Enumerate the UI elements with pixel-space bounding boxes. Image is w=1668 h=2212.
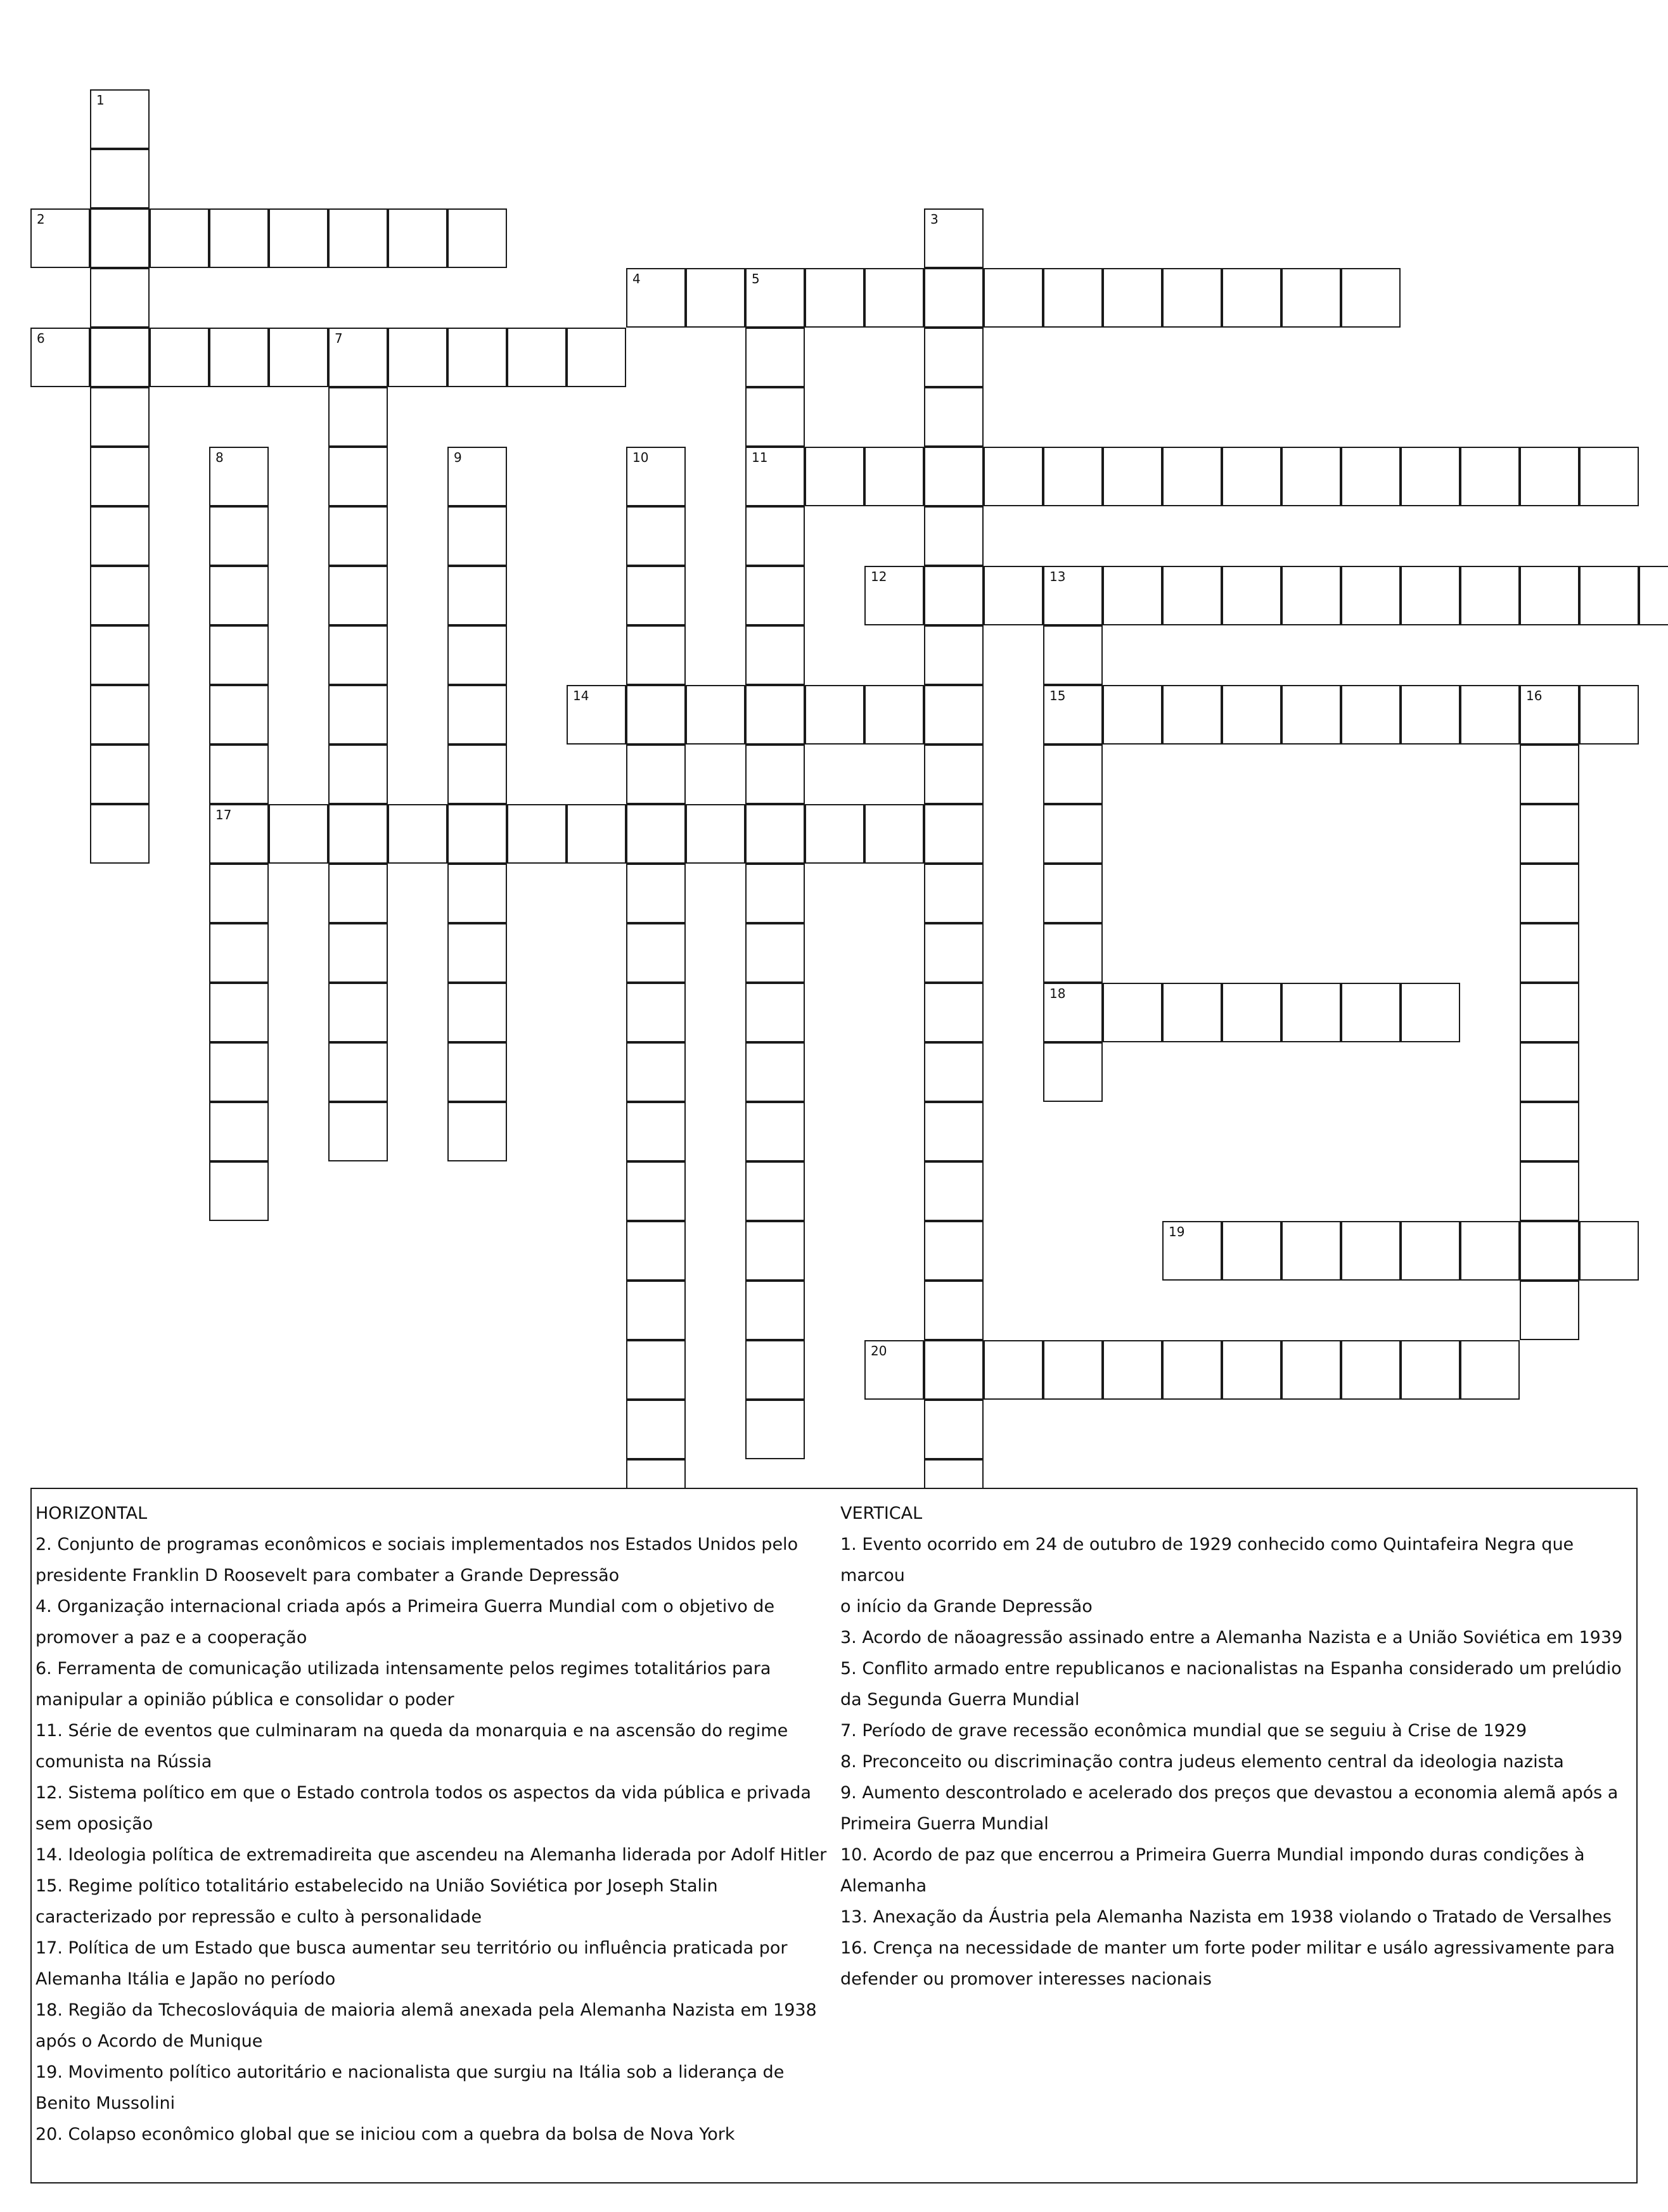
grid-cell[interactable] bbox=[447, 208, 507, 268]
grid-cell[interactable] bbox=[328, 447, 388, 506]
grid-cell[interactable] bbox=[924, 864, 984, 923]
grid-cell[interactable] bbox=[805, 685, 864, 745]
across-clue-line: 14. Ideologia política de extremadireita que ascendeu na Alemanha liderada por Adolf Hitler bbox=[35, 1845, 827, 1865]
across-clue-list bbox=[35, 1529, 840, 2150]
grid-cell[interactable] bbox=[626, 447, 686, 506]
grid-cell[interactable] bbox=[984, 268, 1043, 328]
grid-cell[interactable] bbox=[1043, 745, 1103, 804]
grid-cell[interactable] bbox=[1281, 983, 1341, 1042]
grid-cell[interactable] bbox=[90, 89, 150, 149]
grid-cell[interactable] bbox=[90, 625, 150, 685]
down-clues bbox=[840, 1498, 1633, 1995]
grid-cell[interactable] bbox=[1520, 566, 1579, 625]
grid-cell[interactable] bbox=[507, 328, 567, 387]
grid-cell[interactable] bbox=[1341, 685, 1401, 745]
grid-cell[interactable] bbox=[745, 328, 805, 387]
grid-cell[interactable] bbox=[1460, 566, 1520, 625]
grid-cell[interactable] bbox=[447, 1102, 507, 1161]
grid-cell[interactable] bbox=[1043, 566, 1103, 625]
grid-cell[interactable] bbox=[1520, 1042, 1579, 1102]
clue-number: 16 bbox=[1526, 688, 1543, 703]
across-clue-line: 17. Política de um Estado que busca aumentar seu território ou influência praticada por bbox=[35, 1938, 788, 1958]
clue-number: 15 bbox=[1049, 688, 1066, 703]
grid-cell[interactable] bbox=[1520, 447, 1579, 506]
grid-cell[interactable] bbox=[745, 625, 805, 685]
grid-cell[interactable] bbox=[626, 1221, 686, 1281]
grid-cell[interactable] bbox=[567, 685, 626, 745]
grid-cell[interactable] bbox=[1043, 1340, 1103, 1400]
grid-cell[interactable] bbox=[626, 804, 686, 864]
grid-cell[interactable] bbox=[1103, 1340, 1162, 1400]
grid-cell[interactable] bbox=[447, 625, 507, 685]
grid-cell[interactable] bbox=[745, 745, 805, 804]
clue-number: 8 bbox=[215, 450, 224, 465]
grid-cell[interactable] bbox=[209, 625, 269, 685]
grid-cell[interactable] bbox=[328, 566, 388, 625]
grid-cell[interactable] bbox=[209, 1102, 269, 1161]
grid-cell[interactable] bbox=[924, 745, 984, 804]
grid-cell[interactable] bbox=[1222, 983, 1281, 1042]
clue-number: 19 bbox=[1169, 1224, 1185, 1239]
grid-cell[interactable] bbox=[924, 328, 984, 387]
across-clue-line: 18. Região da Tchecoslováquia de maioria alemã anexada pela Alemanha Nazista em 1938 bbox=[35, 2000, 817, 2020]
across-clue-line: caracterizado por repressão e culto à personalidade bbox=[35, 1907, 482, 1927]
grid-cell[interactable] bbox=[805, 804, 864, 864]
grid-cell[interactable] bbox=[864, 1340, 924, 1400]
grid-cell[interactable] bbox=[30, 328, 90, 387]
grid-cell[interactable] bbox=[90, 328, 150, 387]
grid-cell[interactable] bbox=[864, 804, 924, 864]
grid-cell[interactable] bbox=[626, 983, 686, 1042]
grid-cell[interactable] bbox=[388, 804, 447, 864]
across-clue-line: presidente Franklin D Roosevelt para combater a Grande Depressão bbox=[35, 1566, 620, 1585]
down-clue-line: da Segunda Guerra Mundial bbox=[840, 1690, 1080, 1710]
grid-cell[interactable] bbox=[1341, 1340, 1401, 1400]
clue-number: 7 bbox=[335, 331, 343, 346]
down-clue-line: 13. Anexação da Áustria pela Alemanha Nazista em 1938 violando o Tratado de Versalhes bbox=[840, 1907, 1612, 1927]
grid-cell[interactable] bbox=[1281, 566, 1341, 625]
grid-cell[interactable] bbox=[328, 506, 388, 566]
grid-cell[interactable] bbox=[745, 506, 805, 566]
down-clue-line: 5. Conflito armado entre republicanos e nacionalistas na Espanha considerado um prelúdio bbox=[840, 1659, 1622, 1678]
grid-cell[interactable] bbox=[1579, 1221, 1639, 1281]
grid-cell[interactable] bbox=[328, 864, 388, 923]
grid-cell[interactable] bbox=[924, 804, 984, 864]
clue-number: 2 bbox=[37, 212, 45, 227]
grid-cell[interactable] bbox=[686, 268, 745, 328]
grid-cell[interactable] bbox=[1222, 1221, 1281, 1281]
grid-cell[interactable] bbox=[1341, 1221, 1401, 1281]
grid-cell[interactable] bbox=[1341, 983, 1401, 1042]
down-clue-line: 3. Acordo de nãoagressão assinado entre a Alemanha Nazista e a União Soviética em 1939 bbox=[840, 1628, 1623, 1647]
grid-cell[interactable] bbox=[924, 685, 984, 745]
grid-cell[interactable] bbox=[269, 208, 328, 268]
down-clue-line: 16. Crença na necessidade de manter um forte poder militar e usálo agressivamente para bbox=[840, 1938, 1615, 1958]
across-heading: HORIZONTAL bbox=[35, 1504, 148, 1523]
grid-cell[interactable] bbox=[209, 208, 269, 268]
grid-cell[interactable] bbox=[209, 983, 269, 1042]
grid-cell[interactable] bbox=[1460, 1221, 1520, 1281]
grid-cell[interactable] bbox=[209, 923, 269, 983]
down-clue-line: 10. Acordo de paz que encerrou a Primeira Guerra Mundial impondo duras condições à bbox=[840, 1845, 1585, 1865]
down-clue-line: defender ou promover interesses nacionais bbox=[840, 1969, 1212, 1989]
across-clue-line: 20. Colapso econômico global que se iniciou com a quebra da bolsa de Nova York bbox=[35, 2125, 735, 2144]
grid-cell[interactable] bbox=[1043, 1042, 1103, 1102]
grid-cell[interactable] bbox=[328, 685, 388, 745]
grid-cell[interactable] bbox=[209, 566, 269, 625]
grid-cell[interactable] bbox=[1162, 268, 1222, 328]
grid-cell[interactable] bbox=[1579, 447, 1639, 506]
down-clue-line: Primeira Guerra Mundial bbox=[840, 1814, 1049, 1834]
grid-cell[interactable] bbox=[626, 1161, 686, 1221]
grid-cell[interactable] bbox=[1043, 983, 1103, 1042]
grid-cell[interactable] bbox=[745, 1400, 805, 1459]
grid-cell[interactable] bbox=[745, 983, 805, 1042]
grid-cell[interactable] bbox=[1162, 566, 1222, 625]
grid-cell[interactable] bbox=[1103, 566, 1162, 625]
grid-cell[interactable] bbox=[209, 745, 269, 804]
grid-cell[interactable] bbox=[90, 149, 150, 208]
grid-cell[interactable] bbox=[328, 387, 388, 447]
grid-cell[interactable] bbox=[1043, 923, 1103, 983]
grid-cell[interactable] bbox=[90, 506, 150, 566]
grid-cell[interactable] bbox=[1460, 447, 1520, 506]
down-clue-line: 1. Evento ocorrido em 24 de outubro de 1929 conhecido como Quintafeira Negra que marcou bbox=[840, 1535, 1574, 1585]
grid-cell[interactable] bbox=[1520, 923, 1579, 983]
grid-cell[interactable] bbox=[1043, 625, 1103, 685]
grid-cell[interactable] bbox=[1520, 745, 1579, 804]
grid-cell[interactable] bbox=[864, 566, 924, 625]
grid-cell[interactable] bbox=[150, 208, 209, 268]
grid-cell[interactable] bbox=[1520, 804, 1579, 864]
grid-cell[interactable] bbox=[924, 208, 984, 268]
grid-cell[interactable] bbox=[90, 447, 150, 506]
grid-cell[interactable] bbox=[1162, 983, 1222, 1042]
grid-cell[interactable] bbox=[30, 208, 90, 268]
grid-cell[interactable] bbox=[924, 1221, 984, 1281]
clue-number: 13 bbox=[1049, 569, 1066, 584]
clue-number: 18 bbox=[1049, 986, 1066, 1001]
grid-cell[interactable] bbox=[745, 566, 805, 625]
grid-cell[interactable] bbox=[328, 625, 388, 685]
grid-cell[interactable] bbox=[90, 268, 150, 328]
grid-cell[interactable] bbox=[745, 685, 805, 745]
grid-cell[interactable] bbox=[745, 923, 805, 983]
grid-cell[interactable] bbox=[924, 447, 984, 506]
grid-cell[interactable] bbox=[805, 268, 864, 328]
grid-cell[interactable] bbox=[1460, 1340, 1520, 1400]
grid-cell[interactable] bbox=[209, 1042, 269, 1102]
grid-cell[interactable] bbox=[924, 566, 984, 625]
grid-cell[interactable] bbox=[1520, 864, 1579, 923]
grid-cell[interactable] bbox=[209, 506, 269, 566]
grid-cell[interactable] bbox=[626, 268, 686, 328]
down-clue-line: o início da Grande Depressão bbox=[840, 1597, 1093, 1616]
grid-cell[interactable] bbox=[686, 804, 745, 864]
grid-cell[interactable] bbox=[328, 983, 388, 1042]
grid-cell[interactable] bbox=[1520, 1221, 1579, 1281]
grid-cell[interactable] bbox=[1460, 685, 1520, 745]
grid-cell[interactable] bbox=[924, 1042, 984, 1102]
grid-cell[interactable] bbox=[567, 804, 626, 864]
grid-cell[interactable] bbox=[984, 447, 1043, 506]
grid-cell[interactable] bbox=[1401, 1340, 1460, 1400]
grid-cell[interactable] bbox=[209, 447, 269, 506]
clue-box bbox=[30, 1488, 1638, 2183]
grid-cell[interactable] bbox=[447, 864, 507, 923]
across-clue-line: 4. Organização internacional criada após a Primeira Guerra Mundial com o objetivo de bbox=[35, 1597, 775, 1616]
grid-cell[interactable] bbox=[209, 1161, 269, 1221]
grid-cell[interactable] bbox=[90, 745, 150, 804]
grid-cell[interactable] bbox=[864, 685, 924, 745]
grid-cell[interactable] bbox=[1520, 1281, 1579, 1340]
grid-cell[interactable] bbox=[745, 1281, 805, 1340]
grid-cell[interactable] bbox=[1281, 447, 1341, 506]
grid-cell[interactable] bbox=[447, 566, 507, 625]
grid-cell[interactable] bbox=[924, 1340, 984, 1400]
grid-cell[interactable] bbox=[1401, 1221, 1460, 1281]
grid-cell[interactable] bbox=[328, 208, 388, 268]
down-clue-line: Alemanha bbox=[840, 1876, 927, 1896]
clue-number: 1 bbox=[96, 93, 105, 108]
grid-cell[interactable] bbox=[745, 387, 805, 447]
across-clue-line: após o Acordo de Munique bbox=[35, 2031, 263, 2051]
grid-cell[interactable] bbox=[90, 208, 150, 268]
grid-cell[interactable] bbox=[209, 685, 269, 745]
grid-cell[interactable] bbox=[150, 328, 209, 387]
grid-cell[interactable] bbox=[1341, 566, 1401, 625]
grid-cell[interactable] bbox=[745, 1340, 805, 1400]
clue-number: 20 bbox=[871, 1343, 887, 1359]
grid-cell[interactable] bbox=[447, 745, 507, 804]
grid-cell[interactable] bbox=[626, 864, 686, 923]
grid-cell[interactable] bbox=[1103, 685, 1162, 745]
across-clue-line: sem oposição bbox=[35, 1814, 153, 1834]
clue-number: 4 bbox=[632, 271, 641, 286]
grid-cell[interactable] bbox=[1401, 983, 1460, 1042]
grid-cell[interactable] bbox=[1341, 447, 1401, 506]
grid-cell[interactable] bbox=[209, 864, 269, 923]
grid-cell[interactable] bbox=[626, 1042, 686, 1102]
across-clue-line: promover a paz e a cooperação bbox=[35, 1628, 307, 1647]
grid-cell[interactable] bbox=[805, 447, 864, 506]
grid-cell[interactable] bbox=[447, 328, 507, 387]
grid-cell[interactable] bbox=[745, 1221, 805, 1281]
grid-cell[interactable] bbox=[1579, 566, 1639, 625]
down-clue-line: 9. Aumento descontrolado e acelerado dos preços que devastou a economia alemã após a bbox=[840, 1783, 1619, 1803]
clue-number: 14 bbox=[573, 688, 589, 703]
grid-cell[interactable] bbox=[328, 804, 388, 864]
grid-cell[interactable] bbox=[1579, 685, 1639, 745]
grid-cell[interactable] bbox=[1520, 1102, 1579, 1161]
across-clue-line: 15. Regime político totalitário estabelecido na União Soviética por Joseph Stalin bbox=[35, 1876, 718, 1896]
grid-cell[interactable] bbox=[1281, 685, 1341, 745]
grid-cell[interactable] bbox=[984, 566, 1043, 625]
grid-cell[interactable] bbox=[626, 1281, 686, 1340]
across-clue-line: manipular a opinião pública e consolidar o poder bbox=[35, 1690, 454, 1710]
grid-cell[interactable] bbox=[745, 1102, 805, 1161]
grid-cell[interactable] bbox=[328, 1102, 388, 1161]
grid-cell[interactable] bbox=[1281, 268, 1341, 328]
grid-cell[interactable] bbox=[1043, 685, 1103, 745]
grid-cell[interactable] bbox=[1639, 566, 1668, 625]
clue-number: 12 bbox=[871, 569, 887, 584]
grid-cell[interactable] bbox=[388, 328, 447, 387]
grid-cell[interactable] bbox=[1043, 864, 1103, 923]
grid-cell[interactable] bbox=[328, 923, 388, 983]
grid-cell[interactable] bbox=[745, 864, 805, 923]
grid-cell[interactable] bbox=[745, 1042, 805, 1102]
grid-cell[interactable] bbox=[567, 328, 626, 387]
grid-cell[interactable] bbox=[1043, 268, 1103, 328]
grid-cell[interactable] bbox=[924, 983, 984, 1042]
grid-cell[interactable] bbox=[1401, 447, 1460, 506]
grid-cell[interactable] bbox=[447, 506, 507, 566]
down-clue-line: 8. Preconceito ou discriminação contra judeus elemento central da ideologia nazista bbox=[840, 1752, 1564, 1772]
grid-cell[interactable] bbox=[1103, 268, 1162, 328]
grid-cell[interactable] bbox=[745, 804, 805, 864]
grid-cell[interactable] bbox=[924, 1400, 984, 1459]
grid-cell[interactable] bbox=[1043, 447, 1103, 506]
grid-cell[interactable] bbox=[447, 685, 507, 745]
clue-number: 5 bbox=[752, 271, 760, 286]
clue-number: 6 bbox=[37, 331, 45, 346]
clue-number: 3 bbox=[930, 212, 939, 227]
grid-cell[interactable] bbox=[328, 328, 388, 387]
grid-cell[interactable] bbox=[626, 1400, 686, 1459]
grid-cell[interactable] bbox=[209, 804, 269, 864]
grid-cell[interactable] bbox=[924, 506, 984, 566]
grid-cell[interactable] bbox=[864, 268, 924, 328]
grid-cell[interactable] bbox=[626, 1102, 686, 1161]
across-clue-line: 12. Sistema político em que o Estado controla todos os aspectos da vida pública e privada bbox=[35, 1783, 811, 1803]
grid-cell[interactable] bbox=[1103, 447, 1162, 506]
grid-cell[interactable] bbox=[447, 1042, 507, 1102]
across-clue-line: 19. Movimento político autoritário e nacionalista que surgiu na Itália sob a liderança de bbox=[35, 2062, 785, 2082]
across-clue-line: Alemanha Itália e Japão no período bbox=[35, 1969, 336, 1989]
across-clue-line: 2. Conjunto de programas econômicos e sociais implementados nos Estados Unidos pelo bbox=[35, 1535, 799, 1554]
grid-cell[interactable] bbox=[269, 804, 328, 864]
grid-cell[interactable] bbox=[1222, 1340, 1281, 1400]
grid-cell[interactable] bbox=[924, 1281, 984, 1340]
grid-cell[interactable] bbox=[626, 923, 686, 983]
across-clues bbox=[35, 1498, 840, 2150]
grid-cell[interactable] bbox=[626, 1340, 686, 1400]
grid-cell[interactable] bbox=[924, 1161, 984, 1221]
grid-cell[interactable] bbox=[745, 1161, 805, 1221]
grid-cell[interactable] bbox=[1520, 983, 1579, 1042]
grid-cell[interactable] bbox=[1520, 1161, 1579, 1221]
grid-cell[interactable] bbox=[626, 625, 686, 685]
grid-cell[interactable] bbox=[1103, 983, 1162, 1042]
grid-cell[interactable] bbox=[924, 387, 984, 447]
down-clue-line: 7. Período de grave recessão econômica mundial que se seguiu à Crise de 1929 bbox=[840, 1721, 1527, 1741]
grid-cell[interactable] bbox=[924, 1102, 984, 1161]
grid-cell[interactable] bbox=[1401, 566, 1460, 625]
grid-cell[interactable] bbox=[626, 566, 686, 625]
grid-cell[interactable] bbox=[1281, 1221, 1341, 1281]
grid-cell[interactable] bbox=[924, 625, 984, 685]
across-clue-line: comunista na Rússia bbox=[35, 1752, 212, 1772]
grid-cell[interactable] bbox=[209, 328, 269, 387]
down-heading: VERTICAL bbox=[840, 1504, 923, 1523]
grid-cell[interactable] bbox=[686, 685, 745, 745]
grid-cell[interactable] bbox=[1222, 447, 1281, 506]
down-clue-list bbox=[840, 1529, 1633, 1995]
grid-cell[interactable] bbox=[328, 745, 388, 804]
grid-cell[interactable] bbox=[1162, 447, 1222, 506]
grid-cell[interactable] bbox=[626, 685, 686, 745]
across-clue-line: 11. Série de eventos que culminaram na queda da monarquia e na ascensão do regime bbox=[35, 1721, 788, 1741]
grid-cell[interactable] bbox=[388, 208, 447, 268]
grid-cell[interactable] bbox=[447, 983, 507, 1042]
grid-cell[interactable] bbox=[864, 447, 924, 506]
grid-cell[interactable] bbox=[1043, 804, 1103, 864]
grid-cell[interactable] bbox=[269, 328, 328, 387]
grid-cell[interactable] bbox=[626, 745, 686, 804]
across-clue-line: 6. Ferramenta de comunicação utilizada intensamente pelos regimes totalitários para bbox=[35, 1659, 771, 1678]
grid-cell[interactable] bbox=[745, 268, 805, 328]
grid-cell[interactable] bbox=[1162, 1221, 1222, 1281]
grid-cell[interactable] bbox=[90, 685, 150, 745]
grid-cell[interactable] bbox=[1222, 268, 1281, 328]
grid-cell[interactable] bbox=[1222, 685, 1281, 745]
grid-cell[interactable] bbox=[626, 506, 686, 566]
grid-cell[interactable] bbox=[90, 804, 150, 864]
grid-cell[interactable] bbox=[924, 923, 984, 983]
grid-cell[interactable] bbox=[1162, 1340, 1222, 1400]
clue-number: 9 bbox=[454, 450, 462, 465]
grid-cell[interactable] bbox=[447, 447, 507, 506]
grid-cell[interactable] bbox=[507, 804, 567, 864]
grid-cell[interactable] bbox=[745, 447, 805, 506]
grid-cell[interactable] bbox=[90, 566, 150, 625]
grid-cell[interactable] bbox=[1401, 685, 1460, 745]
clue-number: 10 bbox=[632, 450, 649, 465]
grid-cell[interactable] bbox=[328, 1042, 388, 1102]
clue-number: 17 bbox=[215, 807, 232, 822]
grid-cell[interactable] bbox=[1341, 268, 1401, 328]
across-clue-line: Benito Mussolini bbox=[35, 2094, 176, 2113]
grid-cell[interactable] bbox=[1281, 1340, 1341, 1400]
grid-cell[interactable] bbox=[447, 804, 507, 864]
grid-cell[interactable] bbox=[90, 387, 150, 447]
grid-cell[interactable] bbox=[984, 1340, 1043, 1400]
grid-cell[interactable] bbox=[1162, 685, 1222, 745]
clue-number: 11 bbox=[752, 450, 768, 465]
grid-cell[interactable] bbox=[924, 268, 984, 328]
grid-cell[interactable] bbox=[1222, 566, 1281, 625]
grid-cell[interactable] bbox=[1520, 685, 1579, 745]
grid-cell[interactable] bbox=[447, 923, 507, 983]
